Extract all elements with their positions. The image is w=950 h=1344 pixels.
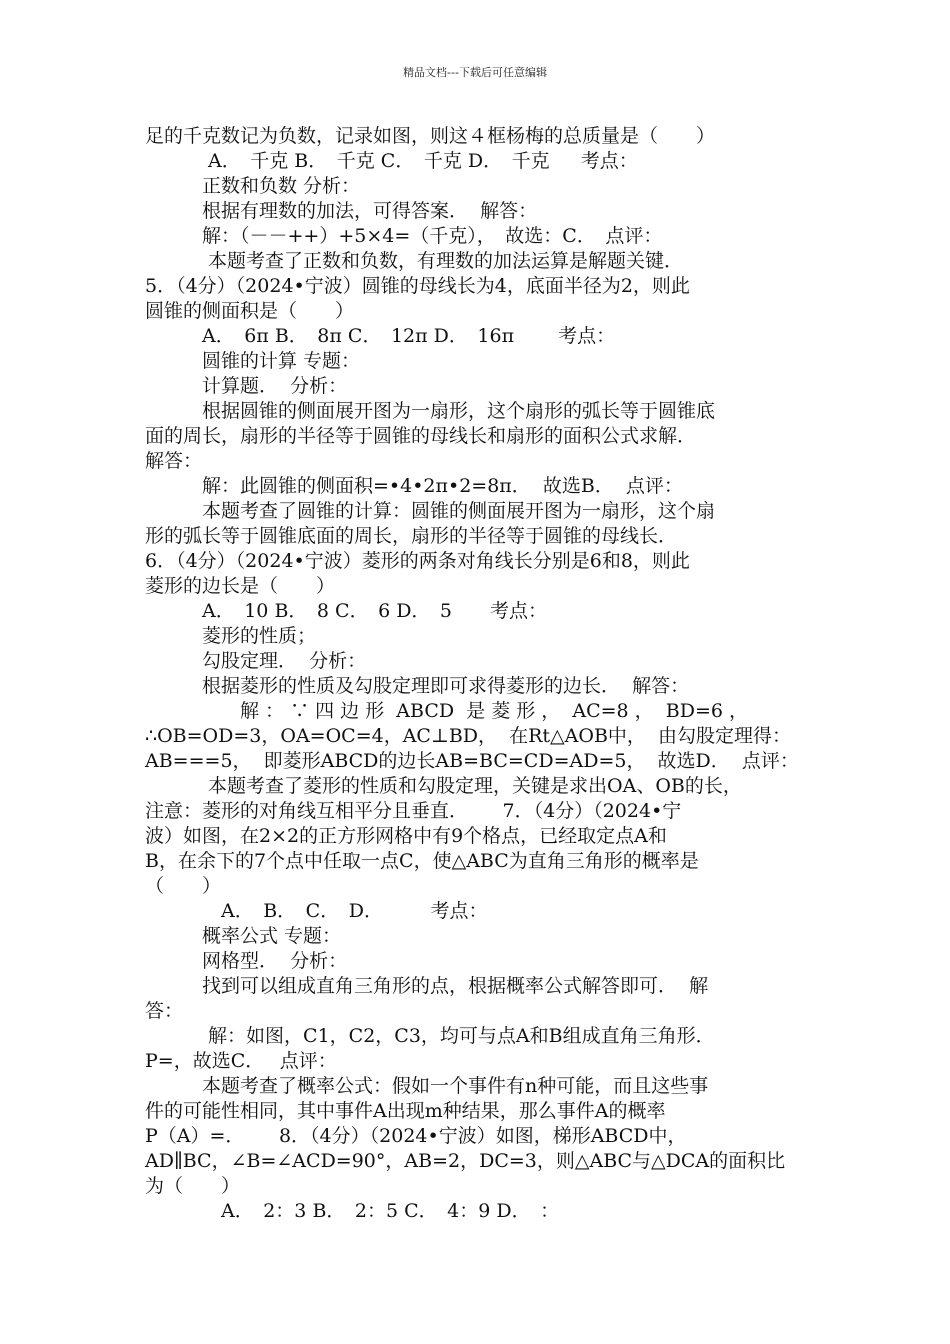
answer-options: A． 10 B． 8 C． 6 D． 5 考点： xyxy=(145,600,548,622)
text-line: 概率公式 专题： xyxy=(145,925,342,947)
question-8: P（A）=． 8．（4分）（2024•宁波）如图，梯形ABCD中， xyxy=(145,1125,687,1147)
text-line: 件的可能性相同，其中事件A出现m种结果，那么事件A的概率 xyxy=(145,1100,666,1122)
text-line: 本题考查了概率公式：假如一个事件有n种可能，而且这些事 xyxy=(145,1075,709,1097)
text-line: 解：如图，C1，C2，C3，均可与点A和B组成直角三角形． xyxy=(145,1025,715,1047)
text-line: 解：（－－++）+5×4=（千克）， 故选：C． 点评： xyxy=(145,225,663,247)
text-line: 计算题． 分析： xyxy=(145,375,348,397)
text-line: 根据圆锥的侧面展开图为一扇形，这个扇形的弧长等于圆锥底 xyxy=(145,400,716,422)
text-line: P=，故选C． 点评： xyxy=(145,1050,337,1072)
text-line: 找到可以组成直角三角形的点，根据概率公式解答即可． 解 xyxy=(145,975,709,997)
text-line: 本题考查了正数和负数，有理数的加法运算是解题关键． xyxy=(145,250,684,272)
text-line: 正数和负数 分析： xyxy=(145,175,361,197)
text-line: AD∥BC，∠B=∠ACD=90°，AB=2，DC=3，则△ABC与△DCA的面积比 xyxy=(145,1150,786,1172)
text-line: 本题考查了圆锥的计算：圆锥的侧面展开图为一扇形，这个扇 xyxy=(145,500,716,522)
document-body xyxy=(145,124,810,1224)
text-line: 为（ ） xyxy=(145,1175,241,1197)
page-header: 精品文档---下载后可任意编辑 xyxy=(403,66,547,79)
question-6: 6．（4分）（2024•宁波）菱形的两条对角线长分别是6和8，则此 xyxy=(145,550,690,572)
question-5: 5．（4分）（2024•宁波）圆锥的母线长为4，底面半径为2，则此 xyxy=(145,275,690,297)
text-line: A． 千克 B． 千克 C． 千克 D． 千克 考点： xyxy=(145,150,638,172)
text-line: 勾股定理． 分析： xyxy=(145,650,367,672)
text-line: （ ） xyxy=(145,875,222,897)
answer-options: A． B． C． D． 考点： xyxy=(145,900,488,922)
text-line: 菱形的边长是（ ） xyxy=(145,575,336,597)
text-line: AB===5， 即菱形ABCD的边长AB=BC=CD=AD=5， 故选D． 点评： xyxy=(145,750,799,772)
answer-options: A． 2：3 B． 2：5 C． 4：9 D． ： xyxy=(145,1200,560,1222)
answer-options: A． 6π B． 8π C． 12π D． 16π 考点： xyxy=(145,325,616,347)
text-line: 解 ： ∵ 四 边 形 ABCD 是 菱 形 ， AC=8 ， BD=6 ， xyxy=(145,700,748,722)
text-line: 圆锥的计算 专题： xyxy=(145,350,361,372)
question-7: 注意：菱形的对角线互相平分且垂直． 7．（4分）（2024•宁 xyxy=(145,800,682,822)
text-line: 波）如图，在2×2的正方形网格中有9个格点，已经取定点A和 xyxy=(145,825,667,847)
text-line: 解答： xyxy=(145,450,203,472)
text-line: ∴OB=OD=3，OA=OC=4，AC⊥BD， 在Rt△AOB中， 由勾股定理得： xyxy=(145,725,792,747)
text-line: 面的周长，扇形的半径等于圆锥的母线长和扇形的面积公式求解． xyxy=(145,425,697,447)
text-line: 网格型． 分析： xyxy=(145,950,348,972)
text-line: 圆锥的侧面积是（ ） xyxy=(145,300,355,322)
text-line: 足的千克数记为负数，记录如图，则这４框杨梅的总质量是（ ） xyxy=(145,125,716,147)
text-line: 解：此圆锥的侧面积=•4•2π•2=8π． 故选B． 点评： xyxy=(145,475,683,497)
text-line: 菱形的性质； xyxy=(145,625,317,647)
text-line: 本题考查了菱形的性质和勾股定理，关键是求出OA、OB的长， xyxy=(145,775,742,797)
text-line: 根据菱形的性质及勾股定理即可求得菱形的边长． 解答： xyxy=(145,675,690,697)
text-line: B，在余下的7个点中任取一点C，使△ABC为直角三角形的概率是 xyxy=(145,850,699,872)
text-line: 答： xyxy=(145,1000,184,1022)
text-line: 形的弧长等于圆锥底面的周长，扇形的半径等于圆锥的母线长． xyxy=(145,525,678,547)
text-line: 根据有理数的加法，可得答案． 解答： xyxy=(145,200,538,222)
